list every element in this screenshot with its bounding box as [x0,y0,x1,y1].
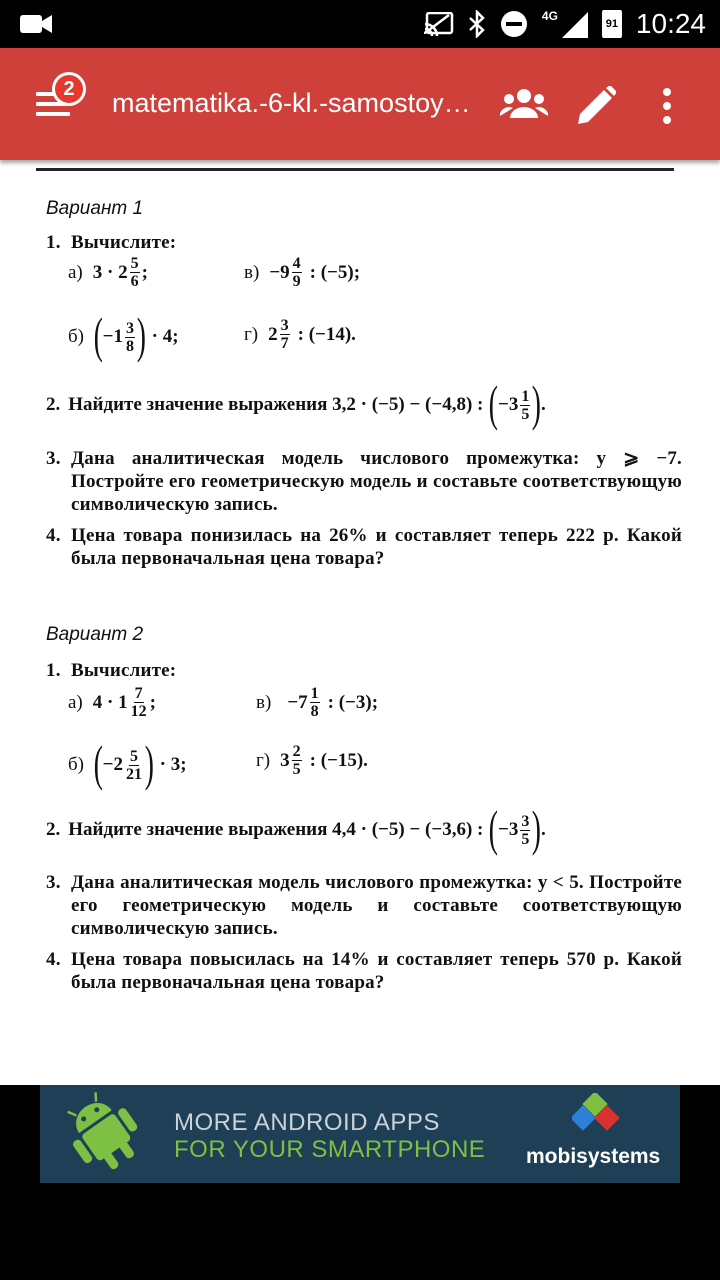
v1-task-2: 2. Найдите значение выражения 3,2 · (−5) − (−4,8) : ( −3 $\frac{1}{5}$ ) . [46,375,546,431]
v2-task-1a: а) 4 · 1 $\frac{7}{12}$ ; [68,685,156,720]
status-bar [0,0,720,48]
more-options-icon[interactable] [662,88,672,124]
ad-brand-name: mobisystems [526,1145,661,1168]
mobisystems-logo-icon [572,1093,620,1139]
divider [36,168,674,171]
do-not-disturb-icon [500,10,528,38]
cast-icon [424,12,454,36]
v2-task-1g: г) 3 $\frac{2}{5}$ : (−15). [256,743,368,778]
notification-badge: 2 [52,72,86,106]
video-camera-icon [20,13,52,35]
v1-task-4: 4. Цена товара понизилась на 26% и составляет теперь 222 р. Какой была первоначальная цена товара? [46,525,682,569]
v2-task-2: 2. Найдите значение выражения 4,4 · (−5) − (−3,6) : ( −3 $\frac{3}{5}$ ) . [46,800,546,856]
v1-task-1a: а) 3 · 2 $\frac{5}{6}$ ; [68,255,148,290]
v2-task-3: 3. Дана аналитическая модель числового промежутка: y < 5. Постройте его геометрическую модель и составьте соответствующую символическую запись. [46,872,682,939]
edit-pencil-icon[interactable] [578,86,616,124]
menu-button[interactable] [30,78,75,120]
signal-icon [562,10,588,38]
variant-2-title: Вариант 2 [46,624,144,645]
clock: 10:24 [635,8,706,39]
network-type: 4G [541,9,558,23]
bluetooth-icon [468,10,486,38]
v2-task-1b: б) ( −2 $\frac{5}{21}$ ) · 3; [68,735,187,791]
document-title: matematika.-6-kl.-samostoy… [112,88,471,118]
ad-headline: MORE ANDROID APPS FOR YOUR SMARTPHONE [174,1109,486,1163]
v2-task-4: 4. Цена товара повысилась на 14% и составляет теперь 570 р. Какой была первоначальная цена товара? [46,949,682,993]
v1-task-1: 1. Вычислите: [46,232,177,253]
v1-task-1b: б) ( −1 $\frac{3}{8}$ ) · 4; [68,307,179,363]
android-robot-icon [54,1089,154,1179]
ad-banner[interactable] [40,1085,680,1183]
v1-task-1v: в) −9 $\frac{4}{9}$ : (−5); [244,255,361,290]
app-bar [0,48,720,160]
share-people-icon[interactable] [500,88,548,120]
battery-icon: 91 [602,10,622,38]
v1-task-3: 3. Дана аналитическая модель числового промежутка: y ⩾ −7. Постройте его геометрическую модель и составьте соответствующую символическую запись. [46,448,682,515]
v2-task-1: 1. Вычислите: [46,660,177,681]
v1-task-1g: г) 2 $\frac{3}{7}$ : (−14). [244,317,356,352]
v2-task-1v: в) −7 $\frac{1}{8}$ : (−3); [256,685,379,720]
variant-1-title: Вариант 1 [46,198,144,219]
document-page[interactable] [0,160,720,1085]
